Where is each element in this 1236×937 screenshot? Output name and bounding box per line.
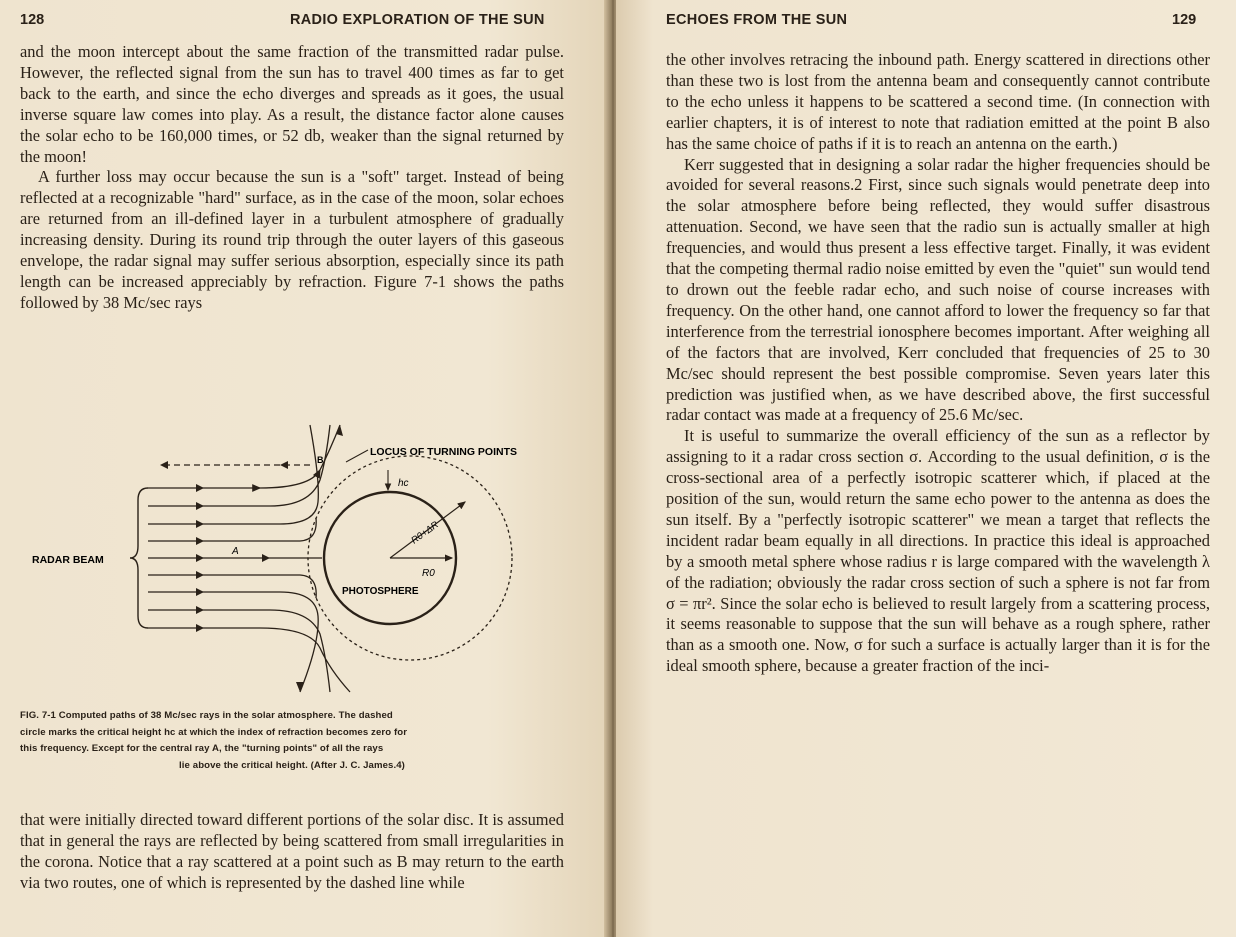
- figure-label-b: B: [317, 455, 324, 465]
- left-bottom-text: [20, 810, 564, 894]
- right-paragraph-1: the other involves retracing the inbound path. Energy scattered in directions other than these two is lost from the antenna beam and consequently cannot contribute to the echo unless it happens to be scattered a second time. (In connection with earlier chapters, it is of interest to note that radiation emitted at the point B also has the same choice of paths if it is to reach an antenna on the earth.): [666, 50, 1210, 153]
- figure-label-locus: LOCUS OF TURNING POINTS: [370, 446, 517, 458]
- left-paragraph-2: A further loss may occur because the sun is a "soft" target. Instead of being reflected at a recognizable "hard" surface, as in the case of the moon, solar echoes are returned from an ill-defined layer in a turbulent atmosphere of gradually increasing density. During its round trip through the outer layers of this gaseous envelope, the radar signal may suffer serious absorption, especially since its path length can be increased appreciably by refraction. Figure 7-1 shows the paths followed by 38 Mc/sec rays: [20, 167, 564, 312]
- figure-label-hc: hc: [398, 478, 409, 489]
- figure-7-1: [20, 420, 580, 700]
- right-text: [666, 50, 1210, 677]
- figure-label-r0: R0: [422, 568, 435, 579]
- figure-label-photosphere: PHOTOSPHERE: [342, 586, 419, 597]
- figure-label-a: A: [232, 546, 239, 557]
- left-page: [0, 0, 610, 937]
- caption-line-1: FIG. 7-1 Computed paths of 38 Mc/sec rays in the solar atmosphere. The dashed: [20, 710, 393, 721]
- figure-label-r0-delta: R0+ΔR: [409, 519, 441, 547]
- figure-label-radar-beam: RADAR BEAM: [32, 554, 104, 566]
- caption-line-2: circle marks the critical height hc at which the index of refraction becomes zero for: [20, 726, 408, 738]
- right-page: [616, 0, 1236, 937]
- locus-leader: [346, 450, 368, 462]
- running-head-left: RADIO EXPLORATION OF THE SUN: [290, 12, 545, 28]
- right-paragraph-2: Kerr suggested that in designing a solar radar the higher frequencies should be avoided for several reasons.2 First, since such signals would penetrate deep into the solar atmosphere before being reflected, they would suffer disastrous attenuation. Second, we have seen that the radio sun is actually smaller at high frequencies, and would thus present a less effective target. Finally, it was evident that the competing thermal radio noise emitted by even the "quiet" sun would tend to drown out the feeble radar echo, and such noise of course increases with frequency. On the other hand, one cannot afford to lower the frequency so far that interference from the terrestrial ionosphere becomes important. After weighing all of the factors that are involved, Kerr concluded that frequencies of 25 to 30 Mc/sec should represent the best possible compromise. Seven years later this prediction was justified when, as we have described above, the first successful radar contact was made at a frequency of 25.6 Mc/sec.: [666, 154, 1210, 425]
- running-head-right: ECHOES FROM THE SUN: [666, 12, 848, 28]
- caption-line-4: lie above the critical height. (After J. C. James.4): [179, 759, 405, 771]
- page-number-right: 129: [1172, 12, 1197, 28]
- caption-line-3: this frequency. Except for the central ray A, the "turning points" of all the rays: [20, 743, 384, 754]
- figure-caption: [20, 708, 564, 774]
- right-paragraph-3: It is useful to summarize the overall efficiency of the sun as a reflector by assigning to it a radar cross section σ. According to the usual definition, σ is the cross-sectional area of a perfectly isotropic scatterer which, if placed at the position of the sun, would return the same echo power to the antenna as does the sun itself. By a "perfectly isotropic scatterer" we mean a target that reflects the incident radar beam equally in all directions. In practice this ideal is approached by a smooth metal sphere whose radius r is large compared with the wavelength λ of the radiation; obviously the radar cross section of such a sphere is not far from σ = πr². Since the solar echo is believed to result largely from a scattering process, it seems reasonable to suppose that the sun will behave as a rough sphere, rather than as a smooth one. Now, σ for such a surface is actually larger than it is for the ideal smooth sphere, because a greater fraction of the inci-: [666, 426, 1210, 676]
- radar-beam-brace: [130, 488, 148, 628]
- left-top-text: [20, 42, 564, 314]
- left-paragraph-3: that were initially directed toward different portions of the solar disc. It is assumed that in general the rays are reflected by being scattered from small irregularities in the corona. Notice that a ray scattered at a point such as B may return to the earth via two routes, one of which is represented by the dashed line while: [20, 810, 564, 892]
- left-paragraph-1: and the moon intercept about the same fraction of the transmitted radar pulse. However, the reflected signal from the sun has to travel 400 times as far to get back to the earth, and since the echo diverges and spreads as it goes, the usual inverse square law comes into play. As a result, the distance factor alone causes the solar echo to be 160,000 times, or 52 db, weaker than the signal returned by the moon!: [20, 42, 564, 166]
- page-number-left: 128: [20, 12, 45, 28]
- dashed-return-arrowhead: [160, 461, 168, 469]
